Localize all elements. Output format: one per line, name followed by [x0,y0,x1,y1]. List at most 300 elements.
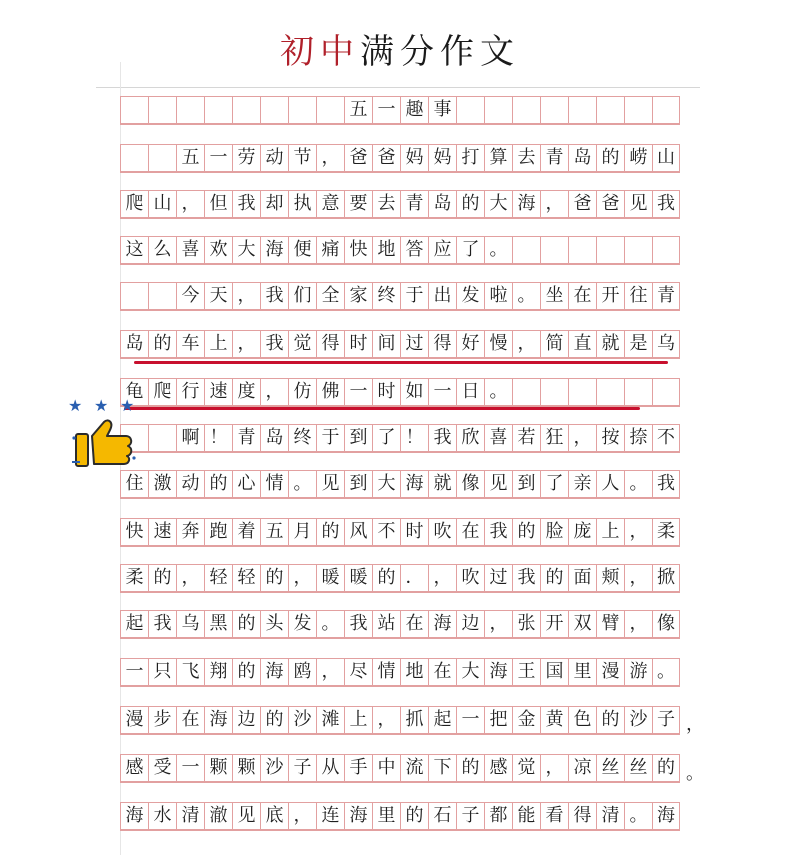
grid-cell: ， [176,564,204,592]
grid-cell: ， [428,564,456,592]
grid-cell [148,282,176,310]
grid-cell: 岛 [568,144,596,172]
grid-cell: 在 [176,706,204,734]
grid-cell: 头 [260,610,288,638]
grid-cell: 速 [204,378,232,406]
grid-cell: 。 [512,282,540,310]
grid-cell: 住 [120,470,148,498]
essay-row [120,610,680,638]
grid-cell: 过 [484,564,512,592]
grid-cell: 国 [540,658,568,686]
essay-row [120,424,680,452]
grid-cell: 子 [288,754,316,782]
grid-cell [120,282,148,310]
grid-cell: 的 [652,754,680,782]
grid-cell: 了 [372,424,400,452]
grid-cell: 心 [232,470,260,498]
grid-cell [540,236,568,264]
grid-cell: 执 [288,190,316,218]
grid-cell: 海 [204,706,232,734]
grid-cell: 觉 [512,754,540,782]
overflow-comma: ， [686,714,704,735]
grid-cell: 像 [456,470,484,498]
grid-cell: 轻 [204,564,232,592]
highlight-underline [124,407,640,410]
grid-cell: 去 [372,190,400,218]
grid-cell: 终 [372,282,400,310]
title-accent: 初中 [280,32,360,72]
grid-cell: 的 [596,144,624,172]
grid-cell: ， [372,706,400,734]
grid-cell: 一 [372,96,400,124]
grid-cell: 发 [288,610,316,638]
grid-cell: 开 [596,282,624,310]
grid-cell: 这 [120,236,148,264]
grid-cell: 们 [288,282,316,310]
grid-cell: 就 [428,470,456,498]
grid-rule [120,218,680,219]
grid-cell: 到 [344,424,372,452]
grid-cell: ， [568,424,596,452]
grid-cell: 起 [120,610,148,638]
grid-cell: ！ [400,424,428,452]
grid-cell: 速 [148,518,176,546]
grid-cell: 。 [484,378,512,406]
grid-cell: 过 [400,330,428,358]
grid-cell: 颗 [232,754,260,782]
grid-cell: 凉 [568,754,596,782]
grid-cell: 的 [232,610,260,638]
grid-cell: 海 [428,610,456,638]
essay-row [120,236,680,264]
grid-cell: 度 [232,378,260,406]
grid-cell: 的 [232,658,260,686]
grid-cell: 暖 [344,564,372,592]
essay-grid-paper [120,96,680,855]
grid-cell: 不 [652,424,680,452]
grid-cell: 柔 [120,564,148,592]
grid-cell: 游 [624,658,652,686]
grid-cell [568,96,596,124]
grid-cell: 坐 [540,282,568,310]
grid-cell: 我 [148,610,176,638]
grid-cell: 岛 [428,190,456,218]
grid-cell: 见 [484,470,512,498]
grid-cell: 时 [400,518,428,546]
grid-cell: 边 [232,706,260,734]
grid-cell: 在 [456,518,484,546]
grid-cell: ， [624,564,652,592]
grid-cell: 海 [260,236,288,264]
grid-cell: 步 [148,706,176,734]
grid-cell: 我 [652,470,680,498]
grid-cell: 啊 [176,424,204,452]
grid-cell: 海 [512,190,540,218]
grid-cell: 我 [260,330,288,358]
grid-rule [120,638,680,639]
grid-cell: 上 [596,518,624,546]
grid-cell: 得 [568,802,596,830]
grid-cell: 天 [204,282,232,310]
grid-cell: 我 [260,282,288,310]
grid-cell: 从 [316,754,344,782]
grid-cell: 着 [232,518,260,546]
grid-cell: 的 [512,518,540,546]
grid-cell: 一 [120,658,148,686]
grid-cell: 起 [428,706,456,734]
grid-cell: 了 [540,470,568,498]
grid-cell [568,378,596,406]
grid-cell [512,236,540,264]
grid-rule [120,830,680,831]
grid-cell: 上 [344,706,372,734]
grid-cell: 张 [512,610,540,638]
grid-cell: 王 [512,658,540,686]
grid-cell: 的 [540,564,568,592]
grid-cell: 的 [148,330,176,358]
grid-cell: 风 [344,518,372,546]
grid-cell: 直 [568,330,596,358]
grid-cell: 海 [344,802,372,830]
grid-cell: 的 [260,706,288,734]
grid-cell: 尽 [344,658,372,686]
grid-cell: 。 [288,470,316,498]
grid-cell: 乌 [652,330,680,358]
grid-cell: 五 [176,144,204,172]
grid-cell: 。 [484,236,512,264]
grid-cell [652,96,680,124]
grid-cell: ， [288,802,316,830]
grid-cell: 岛 [120,330,148,358]
essay-row [120,190,680,218]
grid-cell: 子 [652,706,680,734]
grid-cell: 亲 [568,470,596,498]
grid-cell: 海 [484,658,512,686]
grid-cell: ， [288,564,316,592]
grid-cell: 时 [372,378,400,406]
grid-cell: 一 [176,754,204,782]
grid-cell: 流 [400,754,428,782]
grid-cell: 手 [344,754,372,782]
grid-cell: 大 [372,470,400,498]
grid-cell: 到 [512,470,540,498]
grid-cell: 慢 [484,330,512,358]
grid-cell: 好 [456,330,484,358]
grid-cell: 山 [652,144,680,172]
grid-cell: 行 [176,378,204,406]
grid-cell: 海 [652,802,680,830]
grid-cell: 掀 [652,564,680,592]
rating-stars [68,396,138,414]
grid-cell: 激 [148,470,176,498]
grid-cell: 感 [120,754,148,782]
grid-cell: 里 [372,802,400,830]
grid-cell [316,96,344,124]
grid-cell: 颗 [204,754,232,782]
grid-cell [596,236,624,264]
grid-rule [120,264,680,265]
grid-cell: 臂 [596,610,624,638]
grid-cell: 沙 [624,706,652,734]
grid-cell: 欢 [204,236,232,264]
grid-cell: 爸 [596,190,624,218]
grid-cell: 全 [316,282,344,310]
grid-cell: ， [316,144,344,172]
grid-cell: 今 [176,282,204,310]
grid-cell: 。 [624,802,652,830]
grid-cell: 色 [568,706,596,734]
grid-cell: 龟 [120,378,148,406]
grid-cell: 站 [372,610,400,638]
grid-cell [456,96,484,124]
grid-cell [652,236,680,264]
grid-cell: 乌 [176,610,204,638]
grid-cell: 动 [260,144,288,172]
grid-cell: 。 [624,470,652,498]
grid-cell [120,96,148,124]
grid-cell: 中 [372,754,400,782]
grid-cell: 得 [428,330,456,358]
grid-cell: 于 [316,424,344,452]
grid-cell: 把 [484,706,512,734]
essay-row [120,282,680,310]
grid-cell: 爸 [568,190,596,218]
grid-cell [596,378,624,406]
grid-cell: 五 [260,518,288,546]
grid-cell [232,96,260,124]
grid-cell: 往 [624,282,652,310]
grid-cell: 颊 [596,564,624,592]
grid-cell: 漫 [120,706,148,734]
essay-row [120,378,680,406]
grid-cell: 的 [148,564,176,592]
grid-cell: 日 [456,378,484,406]
grid-cell: 地 [372,236,400,264]
grid-cell: 快 [120,518,148,546]
grid-cell: 上 [204,330,232,358]
grid-cell: 下 [428,754,456,782]
grid-cell: 仿 [288,378,316,406]
grid-cell: 丝 [596,754,624,782]
grid-cell: 的 [316,518,344,546]
grid-cell: 于 [400,282,428,310]
grid-cell: 但 [204,190,232,218]
grid-cell: 人 [596,470,624,498]
grid-cell: 狂 [540,424,568,452]
grid-cell [624,236,652,264]
grid-cell [148,144,176,172]
grid-cell: 喜 [484,424,512,452]
grid-cell: 能 [512,802,540,830]
grid-rule [120,124,680,125]
grid-cell: 抓 [400,706,428,734]
grid-cell: 时 [344,330,372,358]
grid-cell: 的 [456,190,484,218]
grid-cell: 在 [428,658,456,686]
grid-cell: 应 [428,236,456,264]
grid-cell: 吹 [428,518,456,546]
grid-cell [204,96,232,124]
grid-cell [512,96,540,124]
grid-cell: 山 [148,190,176,218]
grid-cell: 在 [568,282,596,310]
grid-cell: 海 [120,802,148,830]
grid-cell: 只 [148,658,176,686]
grid-cell: 意 [316,190,344,218]
grid-cell: 的 [596,706,624,734]
grid-cell: 青 [652,282,680,310]
grid-cell: ． [400,564,428,592]
grid-cell: 黑 [204,610,232,638]
grid-cell: 节 [288,144,316,172]
grid-cell: 的 [204,470,232,498]
grid-rule [120,452,680,453]
grid-cell: 暖 [316,564,344,592]
grid-cell: 一 [456,706,484,734]
grid-cell: 欣 [456,424,484,452]
grid-cell: 清 [176,802,204,830]
grid-cell: 的 [456,754,484,782]
grid-cell: 了 [456,236,484,264]
grid-cell: 妈 [400,144,428,172]
grid-cell: 我 [428,424,456,452]
grid-cell: 黄 [540,706,568,734]
title-rest: 满分作文 [360,32,520,72]
grid-cell [148,96,176,124]
essay-row [120,470,680,498]
grid-cell: 鸥 [288,658,316,686]
grid-cell: 飞 [176,658,204,686]
grid-cell: 开 [540,610,568,638]
grid-cell: ， [316,658,344,686]
grid-cell: 丝 [624,754,652,782]
essay-row [120,706,680,734]
grid-cell: 的 [260,564,288,592]
grid-cell: 爸 [372,144,400,172]
grid-cell: 打 [456,144,484,172]
grid-cell: 我 [484,518,512,546]
grid-cell: 连 [316,802,344,830]
grid-cell: 在 [400,610,428,638]
grid-cell [624,96,652,124]
grid-cell: 翔 [204,658,232,686]
grid-cell [596,96,624,124]
grid-cell: 痛 [316,236,344,264]
grid-cell: 情 [260,470,288,498]
grid-cell: 喜 [176,236,204,264]
grid-cell: ， [484,610,512,638]
grid-cell: 是 [624,330,652,358]
grid-rule [120,546,680,547]
grid-cell: 不 [372,518,400,546]
grid-cell: 澈 [204,802,232,830]
grid-cell: 边 [456,610,484,638]
grid-cell: 爬 [120,190,148,218]
grid-cell [540,378,568,406]
grid-cell [148,424,176,452]
star-icon: ★ [120,396,135,415]
grid-cell: 一 [428,378,456,406]
grid-cell: ， [176,190,204,218]
star-icon: ★ [94,396,109,415]
grid-cell: 一 [344,378,372,406]
grid-cell: 海 [260,658,288,686]
grid-cell: 里 [568,658,596,686]
grid-cell: 感 [484,754,512,782]
grid-cell: 动 [176,470,204,498]
grid-cell: 沙 [260,754,288,782]
grid-cell: 。 [316,610,344,638]
grid-cell: 按 [596,424,624,452]
grid-cell: 清 [596,802,624,830]
grid-cell: 漫 [596,658,624,686]
grid-cell: ， [512,330,540,358]
grid-cell [120,144,148,172]
grid-cell: 妈 [428,144,456,172]
grid-cell: 轻 [232,564,260,592]
grid-cell: 见 [232,802,260,830]
grid-cell: 啦 [484,282,512,310]
grid-cell: 若 [512,424,540,452]
essay-row [120,802,680,830]
grid-cell: 见 [316,470,344,498]
grid-cell: 双 [568,610,596,638]
grid-rule [120,782,680,783]
grid-cell: 去 [512,144,540,172]
grid-cell [540,96,568,124]
essay-row [120,518,680,546]
grid-cell: 的 [400,802,428,830]
essay-title-row [120,96,680,124]
grid-cell: 出 [428,282,456,310]
grid-cell: 跑 [204,518,232,546]
grid-cell: 情 [372,658,400,686]
grid-cell: 滩 [316,706,344,734]
grid-cell: 青 [400,190,428,218]
overflow-period: 。 [686,763,704,784]
grid-cell: 却 [260,190,288,218]
grid-rule [120,686,680,687]
grid-cell: ， [624,518,652,546]
grid-cell: 捺 [624,424,652,452]
grid-cell: 子 [456,802,484,830]
grid-cell [652,378,680,406]
grid-cell: 面 [568,564,596,592]
grid-cell: 事 [428,96,456,124]
grid-cell: 佛 [316,378,344,406]
essay-row [120,144,680,172]
grid-cell: 吹 [456,564,484,592]
top-rule [96,87,700,88]
essay-row [120,564,680,592]
grid-cell: 青 [232,424,260,452]
grid-cell: 我 [512,564,540,592]
grid-cell: 爸 [344,144,372,172]
grid-rule [120,310,680,311]
essay-row [120,330,680,358]
grid-cell: 水 [148,802,176,830]
grid-cell: 石 [428,802,456,830]
grid-cell: ， [540,190,568,218]
grid-cell: 我 [232,190,260,218]
grid-cell [484,96,512,124]
grid-cell: 大 [484,190,512,218]
grid-cell: 车 [176,330,204,358]
grid-cell [512,378,540,406]
grid-cell [260,96,288,124]
grid-cell: 像 [652,610,680,638]
grid-cell: 青 [540,144,568,172]
